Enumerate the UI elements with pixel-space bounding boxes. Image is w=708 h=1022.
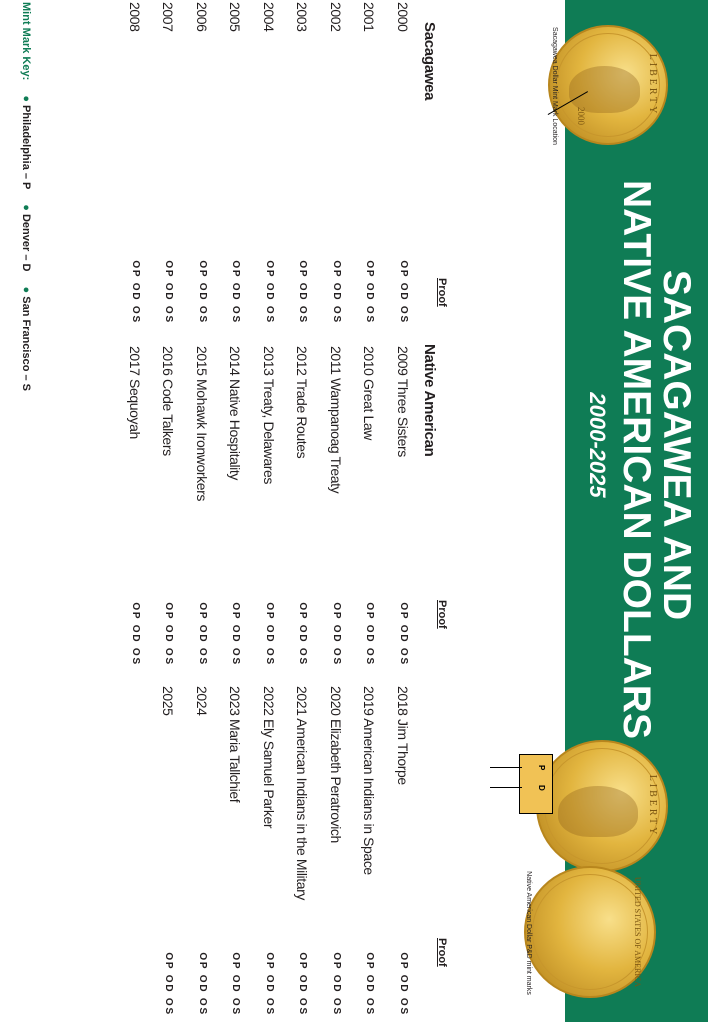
checklist-label: 2017 Sequoyah: [125, 346, 145, 442]
mint-mark-checkboxes[interactable]: OP OD OS: [393, 257, 413, 324]
checklist-label: 2002: [326, 2, 346, 35]
mint-mark-checkboxes[interactable]: OP OD OS: [293, 257, 313, 324]
checklist-row: [192, 686, 212, 1016]
edge-zoom-box: P D: [519, 754, 553, 814]
checklist-row: [326, 2, 346, 324]
mint-mark-checkboxes[interactable]: OP OD OS: [293, 599, 313, 666]
mint-mark-checkboxes[interactable]: OP OD OS: [393, 949, 413, 1016]
checklist-label: 2009 Three Sisters: [393, 346, 413, 460]
checklist-label: 2016 Code Talkers: [159, 346, 179, 459]
page-title-line2: NATIVE AMERICAN DOLLARS: [615, 180, 658, 739]
checklist-label: 2000: [393, 2, 413, 35]
checklist-label: 2001: [360, 2, 380, 35]
mint-mark-checkboxes[interactable]: OP OD OS: [360, 257, 380, 324]
checklist-row: [293, 686, 313, 1016]
checklist-label: 2022 Ely Samuel Parker: [259, 686, 279, 831]
checklist-label: 2006: [192, 2, 212, 35]
mint-mark-arrow-icon: [490, 787, 522, 788]
checklist-row: [326, 686, 346, 1016]
checklist-row: [125, 346, 145, 666]
checklist-row: [159, 346, 179, 666]
coin-legend-2: LIBERTY: [647, 774, 658, 838]
checklist-label: 2007: [159, 2, 179, 35]
mint-mark-checkboxes[interactable]: OP OD OS: [360, 949, 380, 1016]
mint-mark-checkboxes[interactable]: OP OD OS: [393, 599, 413, 666]
left-coin-caption: Sacagawea Dollar Mint Mark Location: [551, 27, 558, 145]
checklist-label: 2011 Wampanoag Treaty: [326, 346, 346, 496]
checklist-row: [159, 686, 179, 1016]
mint-mark-checkboxes[interactable]: OP OD OS: [226, 599, 246, 666]
coin-date: 2000: [576, 107, 586, 125]
checklist-row: [293, 2, 313, 324]
checklist-row: [360, 686, 380, 1016]
mint-mark-checkboxes[interactable]: OP OD OS: [159, 949, 179, 1016]
page-title-line1: SACAGAWEA AND: [655, 269, 698, 621]
checklist-label: 2024: [192, 686, 212, 719]
checklist-row: [226, 346, 246, 666]
mint-mark-checkboxes[interactable]: OP OD OS: [259, 599, 279, 666]
mint-mark-checkboxes[interactable]: OP OD OS: [259, 257, 279, 324]
checklist-label: 2008: [125, 2, 145, 35]
proof-label-middle: Proof: [436, 600, 448, 629]
checklist-row: [192, 2, 212, 324]
coin-reverse-icon: [524, 866, 656, 998]
checklist-label: 2019 American Indians in Space: [360, 686, 380, 878]
sacagawea-heading: Sacagawea: [421, 22, 438, 101]
checklist-row: [293, 346, 313, 666]
mint-mark-checkboxes[interactable]: OP OD OS: [226, 949, 246, 1016]
mint-mark-checkboxes[interactable]: OP OD OS: [326, 257, 346, 324]
proof-label-right: Proof: [436, 938, 448, 967]
checklist-label: 2020 Elizabeth Peratrovich: [326, 686, 346, 846]
checklist-row: [259, 686, 279, 1016]
mint-mark-key: Mint Mark Key: ● Philadelphia – P ● Denver – D ● San Francisco – S: [20, 2, 32, 392]
checklist-label: 2012 Trade Routes: [293, 346, 313, 461]
checklist-label: 2014 Native Hospitality: [226, 346, 246, 483]
checklist-row: [393, 346, 413, 666]
mint-mark-checkboxes[interactable]: OP OD OS: [125, 257, 145, 324]
coin-reverse-legend: UNITED STATES OF AMERICA: [633, 876, 642, 988]
mint-mark-checkboxes[interactable]: OP OD OS: [159, 599, 179, 666]
mint-mark-checkboxes[interactable]: OP OD OS: [192, 949, 212, 1016]
checklist-label: 2013 Treaty, Delawares: [259, 346, 279, 487]
checklist-row: [360, 346, 380, 666]
mint-mark-key-label: Mint Mark Key:: [20, 2, 32, 81]
checklist-label: 2004: [259, 2, 279, 35]
checklist-label: 2023 Maria Tallchief: [226, 686, 246, 805]
mint-mark-checkboxes[interactable]: OP OD OS: [326, 949, 346, 1016]
checklist-label: 2015 Mohawk Ironworkers: [192, 346, 212, 504]
native-american-heading: Native American: [421, 344, 438, 457]
mint-mark-checkboxes[interactable]: OP OD OS: [125, 599, 145, 666]
checklist-row: [159, 2, 179, 324]
checklist-label: 2005: [226, 2, 246, 35]
mint-mark-checkboxes[interactable]: OP OD OS: [192, 257, 212, 324]
checklist-row: [226, 2, 246, 324]
mint-mark-checkboxes[interactable]: OP OD OS: [326, 599, 346, 666]
mint-mark-checkboxes[interactable]: OP OD OS: [360, 599, 380, 666]
checklist-row: [360, 2, 380, 324]
mint-mark-arrow-icon: [490, 767, 522, 768]
checklist-label: 2003: [293, 2, 313, 35]
mint-mark-checkboxes[interactable]: OP OD OS: [159, 257, 179, 324]
coin-obverse-icon: [548, 25, 668, 145]
mint-mark-checkboxes[interactable]: OP OD OS: [259, 949, 279, 1016]
checklist-row: [393, 2, 413, 324]
checklist-row: [226, 686, 246, 1016]
checklist-label: 2025: [159, 686, 179, 719]
coin-obverse-icon: [536, 740, 668, 872]
year-range: 2000-2025: [585, 392, 610, 498]
proof-label-left: Proof: [436, 278, 448, 307]
right-coin-caption: Native American Dollar P&D mint marks: [525, 871, 532, 995]
checklist-row: [192, 346, 212, 666]
mint-key-denver: Denver – D: [20, 213, 32, 272]
mint-key-san-francisco: San Francisco – S: [20, 296, 32, 392]
checklist-label: 2010 Great Law: [360, 346, 380, 443]
checklist-row: [326, 346, 346, 666]
mint-mark-checkboxes[interactable]: OP OD OS: [192, 599, 212, 666]
mint-mark-checkboxes[interactable]: OP OD OS: [293, 949, 313, 1016]
checklist-row: [259, 346, 279, 666]
coin-legend: LIBERTY: [647, 53, 658, 117]
checklist-label: 2018 Jim Thorpe: [393, 686, 413, 788]
checklist-row: [259, 2, 279, 324]
checklist-row: [125, 2, 145, 324]
checklist-label: 2021 American Indians in the Military: [293, 686, 313, 903]
checklist-row: [393, 686, 413, 1016]
mint-key-philadelphia: Philadelphia – P: [20, 105, 32, 190]
mint-mark-checkboxes[interactable]: OP OD OS: [226, 257, 246, 324]
